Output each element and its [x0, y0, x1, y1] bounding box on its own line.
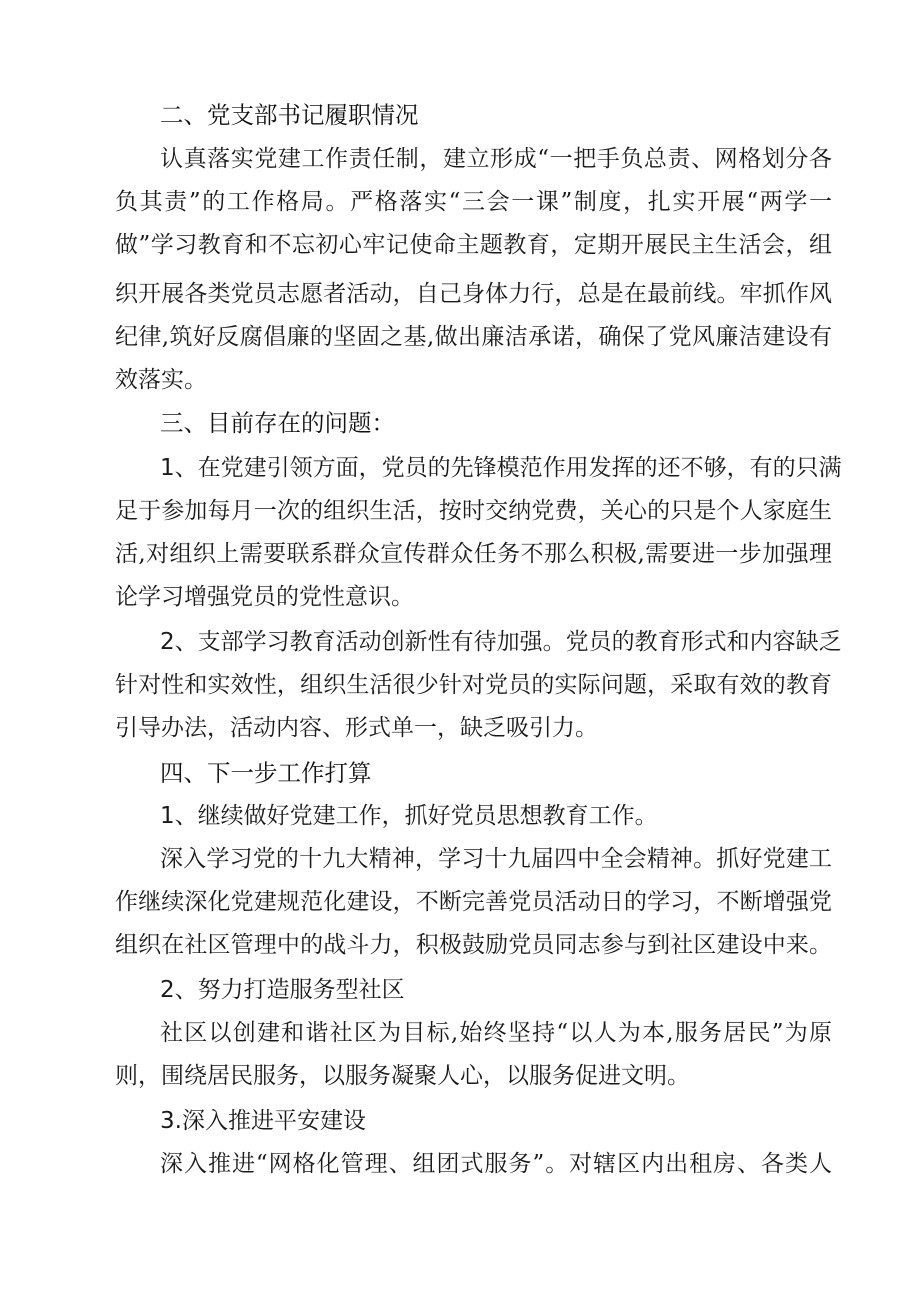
paragraph-line: 效落实。	[115, 367, 207, 393]
paragraph-line: 负其责”的工作格局。严格落实“三会一课”制度，扎实开展“两学一	[115, 189, 832, 215]
section-heading: 二、党支部书记履职情况	[160, 101, 419, 129]
paragraph-line: 足于参加每月一次的组织生活，按时交纳党费，关心的只是个人家庭生	[115, 498, 832, 524]
subsection-title: 2、努力打造服务型社区	[160, 977, 405, 1003]
paragraph-line: 引导办法，活动内容、形式单一，缺乏吸引力。	[115, 715, 598, 741]
paragraph-line: 则，围绕居民服务，以服务凝聚人心，以服务促进文明。	[115, 1063, 690, 1089]
paragraph-line: 深入推进“网格化管理、组团式服务”。对辖区内出租房、各类人	[160, 1151, 832, 1177]
section-heading: 三、目前存在的问题：	[160, 409, 395, 437]
paragraph-line: 论学习增强党员的党性意识。	[115, 584, 414, 610]
subsection-title: 1、继续做好党建工作，抓好党员思想教育工作。	[160, 803, 658, 829]
paragraph-line: 织开展各类党员志愿者活动，自己身体力行，总是在最前线。牢抓作风	[115, 281, 832, 307]
paragraph-line: 深入学习党的十九大精神，学习十九届四中全会精神。抓好党建工	[160, 846, 832, 872]
paragraph-line: 2、支部学习教育活动创新性有待加强。党员的教育形式和内容缺乏	[160, 629, 842, 655]
paragraph-line: 活,对组织上需要联系群众宣传群众任务不那么积极,需要进一步加强理	[115, 541, 832, 567]
paragraph-line: 社区以创建和谐社区为目标,始终坚持“以人为本,服务居民”为原	[160, 1020, 832, 1046]
paragraph-line: 认真落实党建工作责任制，建立形成“一把手负总责、网格划分各	[160, 146, 832, 172]
paragraph-line: 做”学习教育和不忘初心牢记使命主题教育，定期开展民主生活会，组	[115, 232, 832, 258]
paragraph-line: 纪律,筑好反腐倡廉的坚固之基,做出廉洁承诺，确保了党风廉洁建设有	[115, 324, 832, 350]
subsection-title: 3.深入推进平安建设	[160, 1108, 366, 1134]
paragraph-line: 作继续深化党建规范化建设，不断完善党员活动日的学习，不断增强党	[115, 889, 832, 915]
paragraph-line: 组织在社区管理中的战斗力，积极鼓励党员同志参与到社区建设中来。	[115, 932, 832, 958]
paragraph-line: 1、在党建引领方面，党员的先锋模范作用发挥的还不够，有的只满	[160, 455, 842, 481]
section-heading: 四、下一步工作打算	[160, 759, 372, 787]
paragraph-line: 针对性和实效性，组织生活很少针对党员的实际问题，采取有效的教育	[115, 672, 832, 698]
